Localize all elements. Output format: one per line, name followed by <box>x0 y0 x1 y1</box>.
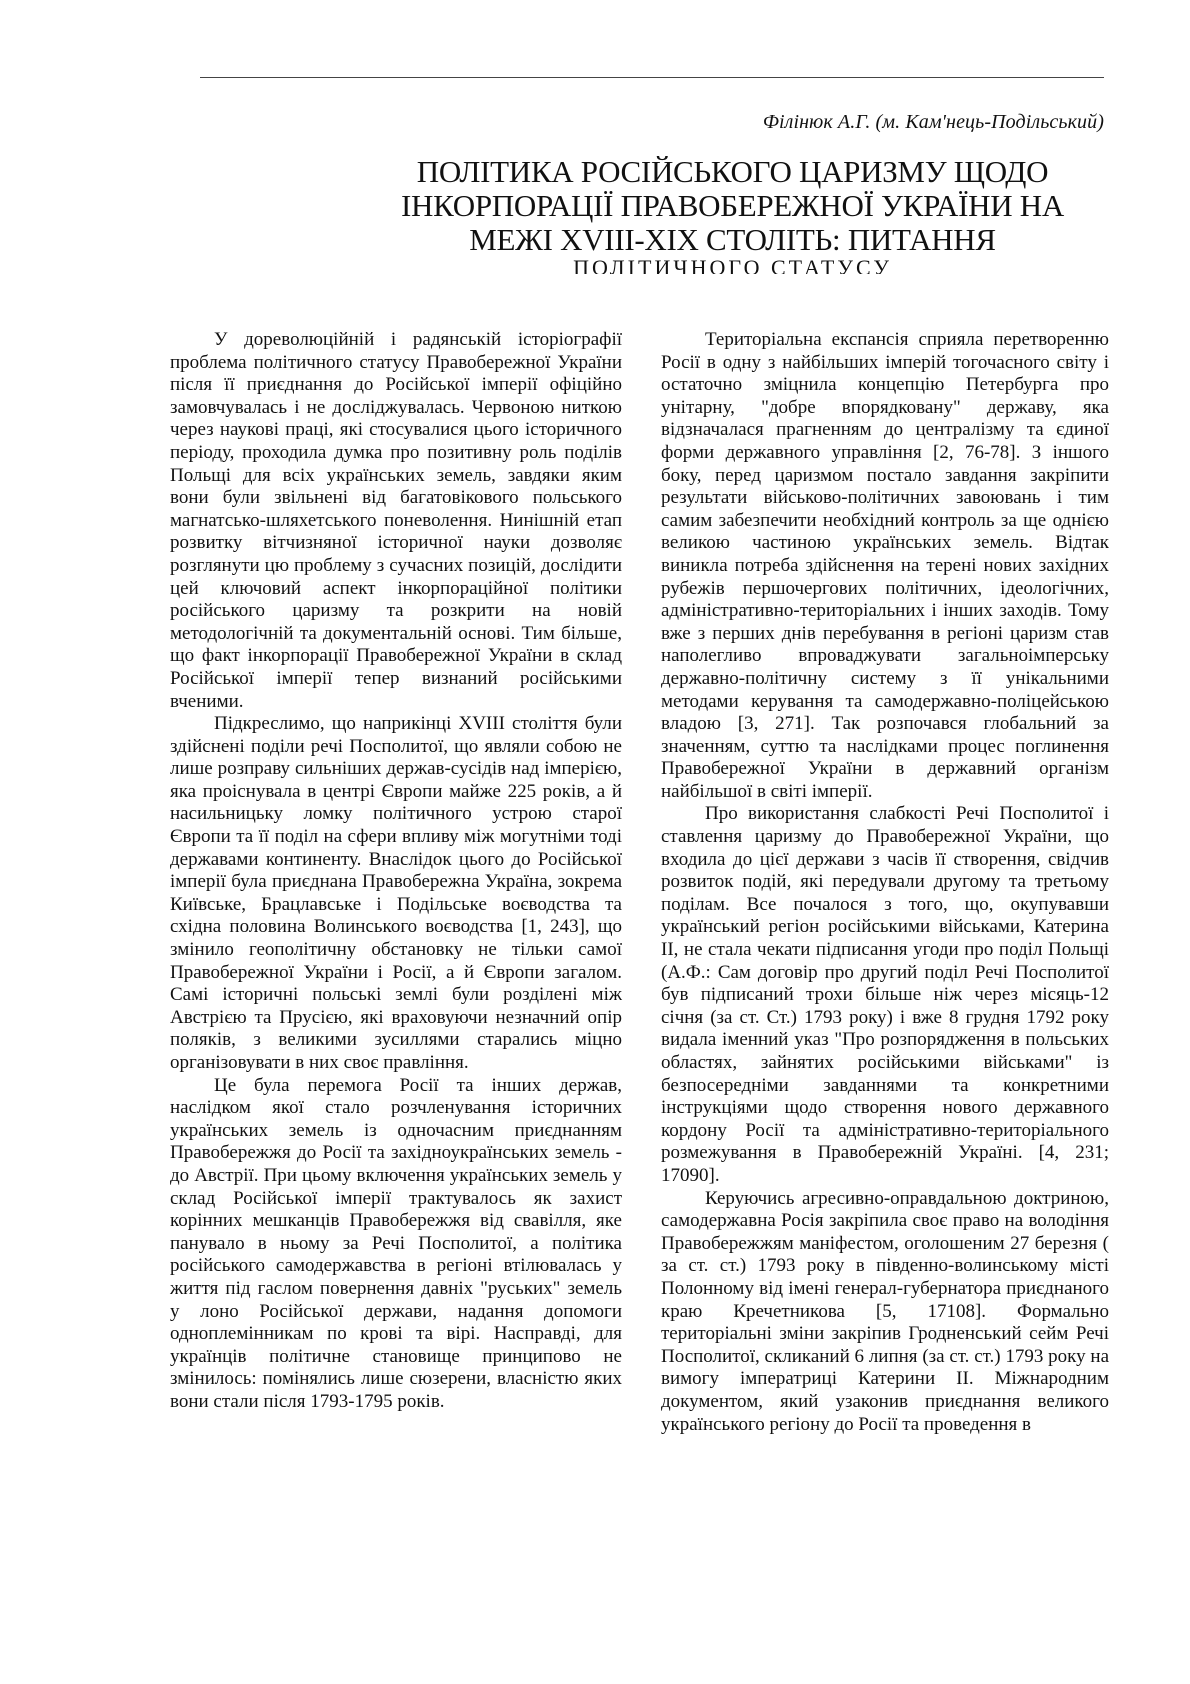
paragraph: Територіальна експансія сприяла перетворенню Росії в одну з найбільших імперій тогочасного світу і остаточно зміцнила концепцію Петербурга про унітарну, "добре впорядковану" державу, яка відзначалася прагненням до централізму та єдиної форми державного управління [2, 76-78]. З іншого боку, перед царизмом постало завдання закріпити результати військово-політичних завоювань і тим самим забезпечити необхідний контроль за ще однією великою частиною українських земель. Відтак виникла потреба здійснення на терені нових західних рубежів першочергових політичних, ідеологічних, адміністративно-територіальних і інших заходів. Тому вже з перших днів перебування в регіоні царизм став наполегливо впроваджувати загальноімперську державно-політичну систему з її унікальними методами керування та самодержавно-поліцейською владою [3, 271]. Так розпочався глобальний за значенням, суттю та наслідками процес поглинення Правобережної України в державний організм найбільшої в світі імперії. <box>661 329 1109 802</box>
paragraph: Це була перемога Росії та інших держав, наслідком якої стало розчленування історичних українських земель із одночасним приєднанням Правобережжя до Росії та західноукраїнських земель - до Австрії. При цьому включення українських земель у склад Російської імперії трактувалось як захист корінних мешканців Правобережжя від свавілля, яке панувало в ньому за Речі Посполитої, а політика російського самодержавства в регіоні втілювалась у життя під гаслом повернення давніх "руських" земель у лоно Російської держави, надання допомоги одноплемінникам по крові та вірі. Насправді, для українців політичне становище принципово не змінилось: помінялись лише сюзерени, власністю яких вони стали після 1793-1795 років. <box>170 1074 622 1412</box>
article-title <box>360 155 1105 257</box>
paragraph: Керуючись агресивно-оправдальною доктриною, самодержавна Росія закріпила своє право на володіння Правобережжям маніфестом, оголошеним 27 березня ( за ст. ст.) 1793 року в південно-волинському місті Полонному від імені генерал-губернатора приєднаного краю Кречетникова [5, 17108]. Формально територіальні зміни закріпив Гродненський сейм Речі Посполитої, скликаний 6 липня (за ст. ст.) 1793 року на вимогу імператриці Катерини II. Міжнародним документом, який узаконив приєднання великого українського регіону до Росії та проведення в <box>661 1187 1109 1435</box>
title-line: МЕЖІ XVIII-XIX СТОЛІТЬ: ПИТАННЯ <box>469 222 996 257</box>
title-line-cut: ПОЛІТИЧНОГО СТАТУСУ <box>573 256 892 274</box>
header-rule <box>200 77 1104 78</box>
paragraph: Про використання слабкості Речі Посполитої і ставлення царизму до Правобережної України, що входила до цієї держави з часів її створення, свідчив розвиток подій, які передували другому та третьому поділам. Все почалося з того, що, окупувавши український регіон російськими військами, Катерина II, не стала чекати підписання угоди про поділ Польщі (А.Ф.: Сам договір про другий поділ Речі Посполитої був підписаний трохи більше ніж через місяць-12 січня (за ст. Ст.) 1793 року) і вже 8 грудня 1792 року видала іменний указ "Про розпорядження в польських областях, зайнятих російськими військами" із безпосередніми завданнями та конкретними інструкціями щодо створення нового державного кордону Росії та адміністративно-територіального розмежування в Правобережній Україні. [4, 231; 17090]. <box>661 803 1109 1186</box>
title-line: ПОЛІТИКА РОСІЙСЬКОГО ЦАРИЗМУ ЩОДО <box>416 154 1049 189</box>
title-line: ІНКОРПОРАЦІЇ ПРАВОБЕРЕЖНОЇ УКРАЇНИ НА <box>401 188 1064 223</box>
author-line: Філінюк А.Г. (м. Кам'нець-Подільський) <box>762 111 1104 133</box>
paragraph: У дореволюційній і радянській історіографії проблема політичного статусу Правобережної України після її приєднання до Російської імперії офіційно замовчувалась і не досліджувалась. Червоною ниткою через наукові праці, які стосувалися цього історичного періоду, проходила думка про позитивну роль поділів Польщі для всіх українських земель, завдяки яким вони були звільнені від багатовікового польського магнатсько-шляхетського поневолення. Нинішній етап розвитку вітчизняної історичної науки дозволяє розглянути цю проблему з сучасних позицій, дослідити цей ключовий аспект інкорпораційної політики російського царизму та розкрити на новій методологічній та документальній основі. Тим більше, що факт інкорпорації Правобережної України в склад Російської імперії тепер визнаний російськими вченими. <box>170 329 622 712</box>
paragraph: Підкреслимо, що наприкінці XVIII століття були здійснені поділи речі Посполитої, що являли собою не лише розправу сильніших держав-сусідів над імперією, яка проіснувала в центрі Європи майже 225 років, а й насильницьку ломку політичного устрою старої Європи та її поділ на сфери впливу між могутніми тоді державами континенту. Внаслідок цього до Російської імперії була приєднана Правобережна Україна, зокрема Київське, Брацлавське і Подільське воєводства та східна половина Волинського воєводства [1, 243], що змінило геополітичну обстановку не тільки самої Правобережної України і Росії, а й Європи загалом. Самі історичні польські землі були розділені між Австрією та Прусією, які враховуючи незначний опір поляків, з великими зусиллями старались міцно організовувати в них своє правління. <box>170 713 622 1073</box>
left-column <box>170 329 622 1414</box>
right-column <box>661 329 1109 1436</box>
